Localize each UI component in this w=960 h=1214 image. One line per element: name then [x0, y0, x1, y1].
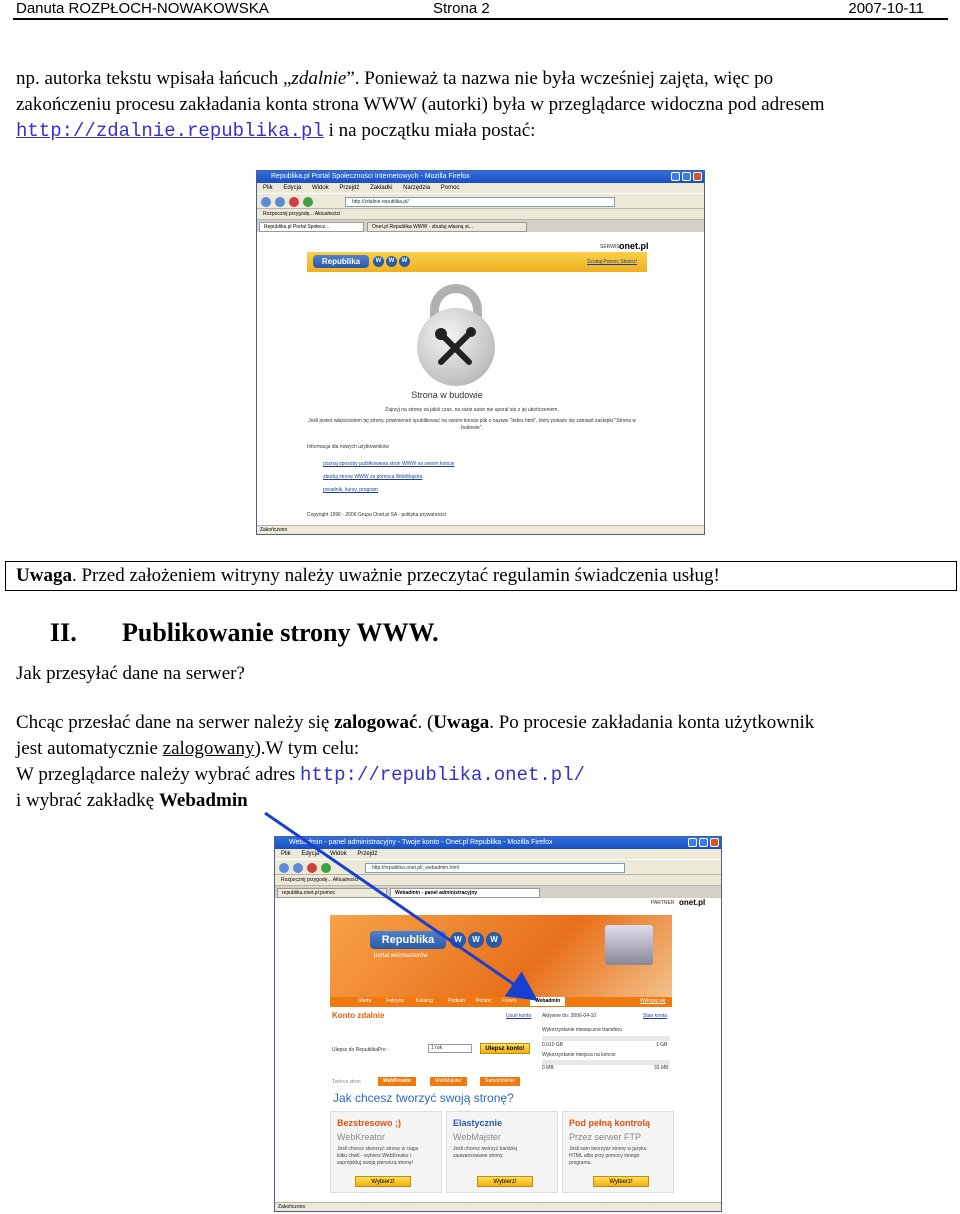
intro-line-3: http://zdalnie.republika.pl i na początku miała postać: [16, 120, 536, 142]
description-2: Jeśli jesteś właścicielem tej strony, powinieneś opublikować na swoim koncie plik o nazwie "index.html", który pokaże się zamiast zaślepki "Strona w budowie". [308, 418, 636, 431]
nav-tab-pomoc[interactable]: Pomoc [476, 998, 492, 1004]
zdalnie-url-link[interactable]: http://zdalnie.republika.pl [16, 120, 324, 142]
upgrade-label: Ulepsz do RepublikaPro : [332, 1047, 389, 1053]
page-heading: Strona w budowie [411, 390, 483, 400]
www-icon: W [450, 932, 466, 948]
notice-box: Uwaga. Przed założeniem witryny należy uważnie przeczytać regulamin świadczenia usług! [5, 561, 957, 591]
account-name: Konto zdalnie [332, 1011, 385, 1020]
nav-tab-forum[interactable]: Forum [502, 998, 517, 1004]
intro-line-1: np. autorka tekstu wpisała łańcuch „zdalnie”. Ponieważ ta nazwa nie była wcześniej zajęta, więc po [16, 68, 774, 89]
copyright: Copyright 1996 - 2006 Grupa Onet.pl SA - polityka prywatności [307, 512, 447, 518]
bookmarks-bar: Rozpocznij przygodę... Aktualności [257, 209, 704, 220]
section-heading: II. Publikowanie strony WWW. [50, 618, 439, 647]
logout-link[interactable]: Wyloguj się [640, 998, 666, 1004]
republika-logo: Republika [370, 931, 446, 949]
choose-webkreator-button[interactable]: Wybierz! [355, 1176, 411, 1187]
transfer-label: Wykorzystanie miesięczne transferu [542, 1027, 622, 1033]
onet-logo: onet.pl [619, 241, 649, 251]
menu-item[interactable]: Przejdź [339, 185, 360, 191]
nav-tab-fabryka[interactable]: Fabryka [386, 998, 405, 1004]
banner-links[interactable]: Szukaj Pomoc Stwórz! [587, 259, 638, 265]
nav-tab-katalog[interactable]: Katalog [416, 998, 433, 1004]
mode-tab-samodzielnie[interactable]: Samodzielnie [480, 1077, 520, 1086]
header-page-number: Strona 2 [433, 0, 490, 17]
menu-item[interactable]: Przejdź [357, 851, 378, 857]
tab-republika[interactable]: Republika.pl Portal Społecz... [259, 222, 364, 232]
menu-item[interactable]: Plik [281, 851, 291, 857]
account-status-link[interactable]: Stan konta [643, 1013, 667, 1019]
mode-tab-webmajster[interactable]: WebMajster [430, 1077, 467, 1086]
mode-tab-webkreator[interactable]: WebKreator [378, 1077, 416, 1086]
www-icon: W [468, 932, 484, 948]
upgrade-period-select[interactable]: 1 rok [428, 1044, 472, 1053]
mode-tabs: Twórca stron WebKreator WebMajster Samodzielnie [330, 1077, 672, 1087]
menu-item[interactable]: Zakładki [370, 185, 393, 191]
nav-tab-podium[interactable]: Podium [448, 998, 465, 1004]
intro-line-2: zakończeniu procesu zakładania konta strona WWW (autorki) była w przeglądarce widoczna pod adresem [16, 94, 825, 115]
info-link-2[interactable]: zbuduj stronę WWW za pomocą WebMajstra [323, 474, 423, 480]
serwis-label: SERWIS [600, 244, 620, 250]
header-date: 2007-10-11 [848, 0, 924, 17]
menu-item[interactable]: Widok [330, 851, 347, 857]
www-icon: W [486, 932, 502, 948]
header-author: Danuta ROZPŁOCH-NOWAKOWSKA [16, 0, 269, 17]
upgrade-button[interactable]: Ulepsz konto! [480, 1043, 530, 1054]
partner-label: PARTNER [651, 900, 675, 906]
description-1: Zajrzyj na stronę za jakiś czas, na razie autor nie uporał się z jej ukończeniem. [385, 407, 559, 413]
menu-item[interactable]: Edycja [301, 851, 320, 857]
choose-webmajster-button[interactable]: Wybierz! [477, 1176, 533, 1187]
choice-webkreator[interactable]: Bezstresowo ;) WebKreator Jeśli chcesz stworzyć stronę w ciągu kilku chwil - wybierz WebKreator i zaprojektuj swoją pierwszą stronę! Wybierz! [330, 1111, 442, 1193]
address-bar[interactable]: http://republika.onet.pl/_webadmin.html [365, 863, 625, 873]
storage-label: Wykorzystanie miejsca na koncie [542, 1052, 616, 1058]
menu-item[interactable]: Widok [312, 185, 329, 191]
menu-item[interactable]: Edycja [283, 185, 302, 191]
nav-tab-ulerta[interactable]: Ulerta [358, 998, 372, 1004]
window-titlebar: Webadmin - panel administracyjny - Twoje konto - Onet.pl Republika - Mozilla Firefox [275, 837, 721, 849]
window-titlebar: Republika.pl Portal Społeczności Internetowych - Mozilla Firefox [257, 171, 704, 183]
www-icon: W [373, 256, 384, 267]
question-line: Jak przesyłać dane na serwer? [16, 663, 245, 684]
delete-account-link[interactable]: Usuń konto [506, 1013, 532, 1019]
bookmarks-bar: Rozpocznij przygodę... Aktualności [275, 875, 721, 886]
portal-tagline: portal webmasterów [374, 953, 428, 959]
choice-webmajster[interactable]: Elastycznie WebMajster Jeśli chcesz tworzyć bardziej zaawansowane strony. Wybierz! [446, 1111, 558, 1193]
www-icon: W [386, 256, 397, 267]
tab-pomoc[interactable]: republika.onet.pl pomoc [277, 888, 387, 898]
info-heading: Informacja dla nowych użytkowników [307, 444, 389, 450]
menu-item[interactable]: Pomoc [440, 185, 460, 191]
www-icon: W [399, 256, 410, 267]
choose-ftp-button[interactable]: Wybierz! [593, 1176, 649, 1187]
tab-onet[interactable]: Onet.pl Republika WWW - zbuduj własną st... [367, 222, 527, 232]
account-panel: Konto zdalnie Usuń konto Aktywne do: 2006-04-10 Stan konta Wykorzystanie miesięczne transferu 0.010 GB 1 GB Wykorzystanie miejsca na koncie 0 MB 33 MB Ulepsz do RepublikaPro : 1 rok Ulepsz konto! [330, 1009, 672, 1069]
address-bar[interactable]: http://zdalnie.republika.pl/ [345, 197, 615, 207]
republika-url-link[interactable]: http://republika.onet.pl/ [299, 764, 585, 786]
republika-logo: Republika [313, 255, 369, 268]
choose-method-heading: Jak chcesz tworzyć swoją stronę? [333, 1091, 514, 1105]
choice-ftp[interactable]: Pod pełną kontrolą Przez serwer FTP Jeśli sam tworzysz stronę w języku HTML albo przy pomocy innego programu. Wybierz! [562, 1111, 674, 1193]
onet-logo: onet.pl [679, 898, 706, 907]
paragraph-instructions: Chcąc przesłać dane na serwer należy się zalogować. (Uwaga. Po procesie zakładania konta użytkownik jest automatycznie zalogowany).W tym celu: W przeglądarce należy wybrać adres http://republika.onet.pl/ i wybrać zakładkę Webadmin [16, 712, 815, 811]
info-link-1[interactable]: poznaj sposoby publikowania stron WWW na swoim koncie [323, 461, 455, 467]
tab-webadmin[interactable]: Webadmin - panel administracyjny [390, 888, 540, 898]
active-until: Aktywne do: 2006-04-10 [542, 1013, 597, 1019]
menu-item[interactable]: Plik [263, 185, 273, 191]
status-bar: Zakończono [275, 1202, 721, 1211]
nav-tab-webadmin[interactable]: Webadmin [530, 997, 565, 1006]
status-bar: Zakończono [257, 525, 704, 534]
info-link-3[interactable]: poradnik, kursy, program [323, 487, 378, 493]
menu-item[interactable]: Narzędzia [403, 185, 431, 191]
